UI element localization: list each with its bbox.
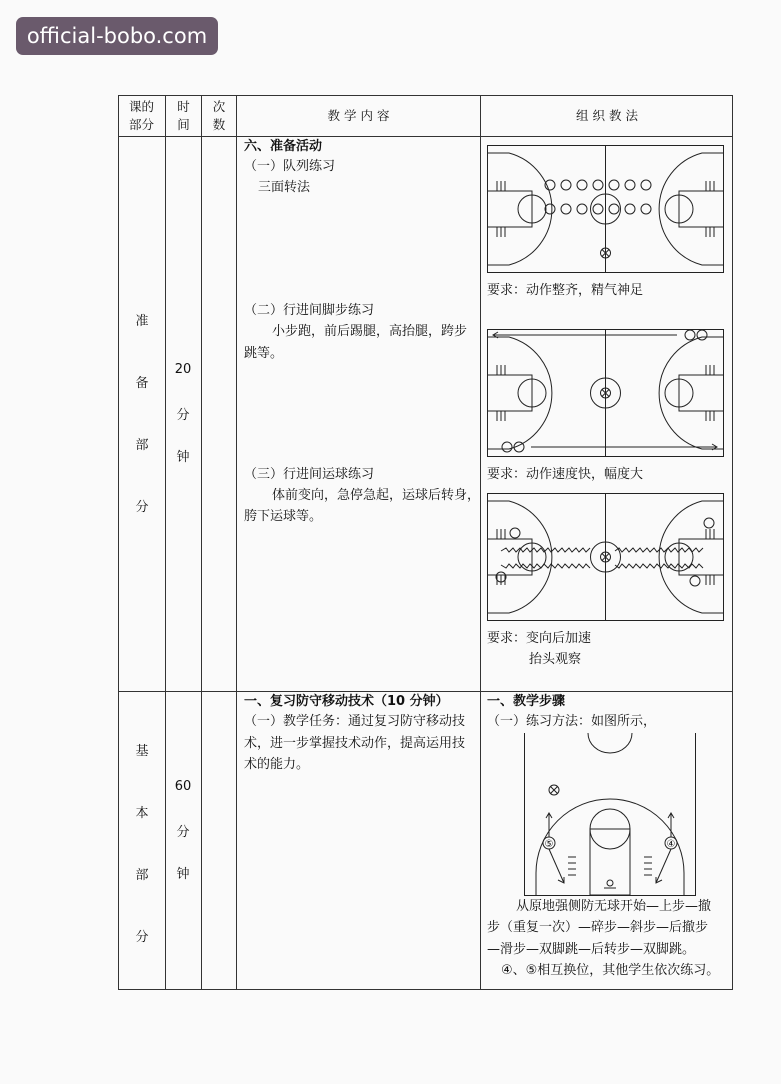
court-diagram-footwork bbox=[487, 329, 724, 457]
prep-time-label: 20 分 钟 bbox=[174, 362, 192, 465]
court-diagram-formation bbox=[487, 145, 724, 273]
basic-time-label: 60 分 钟 bbox=[174, 779, 192, 882]
watermark: official-bobo.com bbox=[16, 17, 218, 55]
prep-req3b: 抬头观察 bbox=[529, 652, 582, 667]
prep-s2-body1: 小步跑，前后踢腿，高抬腿，跨步 bbox=[272, 324, 468, 339]
prep-s1-body: 三面转法 bbox=[258, 180, 311, 195]
basic-part-label: 基 本 部 分 bbox=[135, 744, 149, 945]
court-diagram-dribbling bbox=[487, 493, 724, 621]
player-4-label: ④ bbox=[666, 839, 676, 850]
basic-desc1: 从原地强侧防无球开始—上步—撤 bbox=[516, 899, 712, 914]
prep-s3-body1: 体前变向，急停急起，运球后转身， bbox=[272, 488, 481, 503]
player-5-label: ⑤ bbox=[544, 839, 554, 850]
prep-s1: （一）队列练习 bbox=[244, 159, 336, 174]
lesson-plan-table bbox=[118, 95, 733, 990]
basic-title: 一、复习防守移动技术（10 分钟） bbox=[244, 694, 449, 709]
header-method: 组 织 教 法 bbox=[576, 108, 638, 123]
prep-req2: 要求：动作速度快，幅度大 bbox=[487, 467, 644, 482]
basic-line2: 术，进一步掌握技术动作，提高运用技 bbox=[244, 736, 466, 751]
basic-desc4: ④、⑤相互换位，其他学生依次练习。 bbox=[501, 963, 720, 978]
basic-line1: （一）教学任务：通过复习防守移动技 bbox=[244, 714, 466, 729]
prep-title: 六、准备活动 bbox=[244, 139, 323, 154]
prep-part-label: 准 备 部 分 bbox=[135, 314, 149, 515]
basic-desc3: —滑步—双脚跳—后转步—双脚跳。 bbox=[487, 942, 696, 957]
court-diagram-defense bbox=[524, 733, 696, 896]
prep-s3: （三）行进间运球练习 bbox=[244, 467, 375, 482]
basic-method-s1: （一）练习方法：如图所示， bbox=[487, 714, 657, 729]
prep-s2: （二）行进间脚步练习 bbox=[244, 303, 375, 318]
header-content: 教 学 内 容 bbox=[327, 108, 390, 123]
basic-method-title: 一、教学步骤 bbox=[487, 694, 566, 709]
prep-req3: 要求：变向后加速 bbox=[487, 631, 592, 646]
prep-s2-body2: 跳等。 bbox=[244, 346, 284, 361]
prep-s3-body2: 胯下运球等。 bbox=[244, 509, 323, 524]
basic-desc2: 步（重复一次）—碎步—斜步—后撤步 bbox=[487, 920, 709, 935]
basic-line3: 术的能力。 bbox=[244, 757, 310, 772]
prep-req1: 要求：动作整齐，精气神足 bbox=[487, 283, 644, 298]
header-count: 次 数 bbox=[212, 99, 226, 132]
header-part: 课的 部分 bbox=[128, 99, 154, 132]
header-time: 时 间 bbox=[177, 99, 190, 132]
